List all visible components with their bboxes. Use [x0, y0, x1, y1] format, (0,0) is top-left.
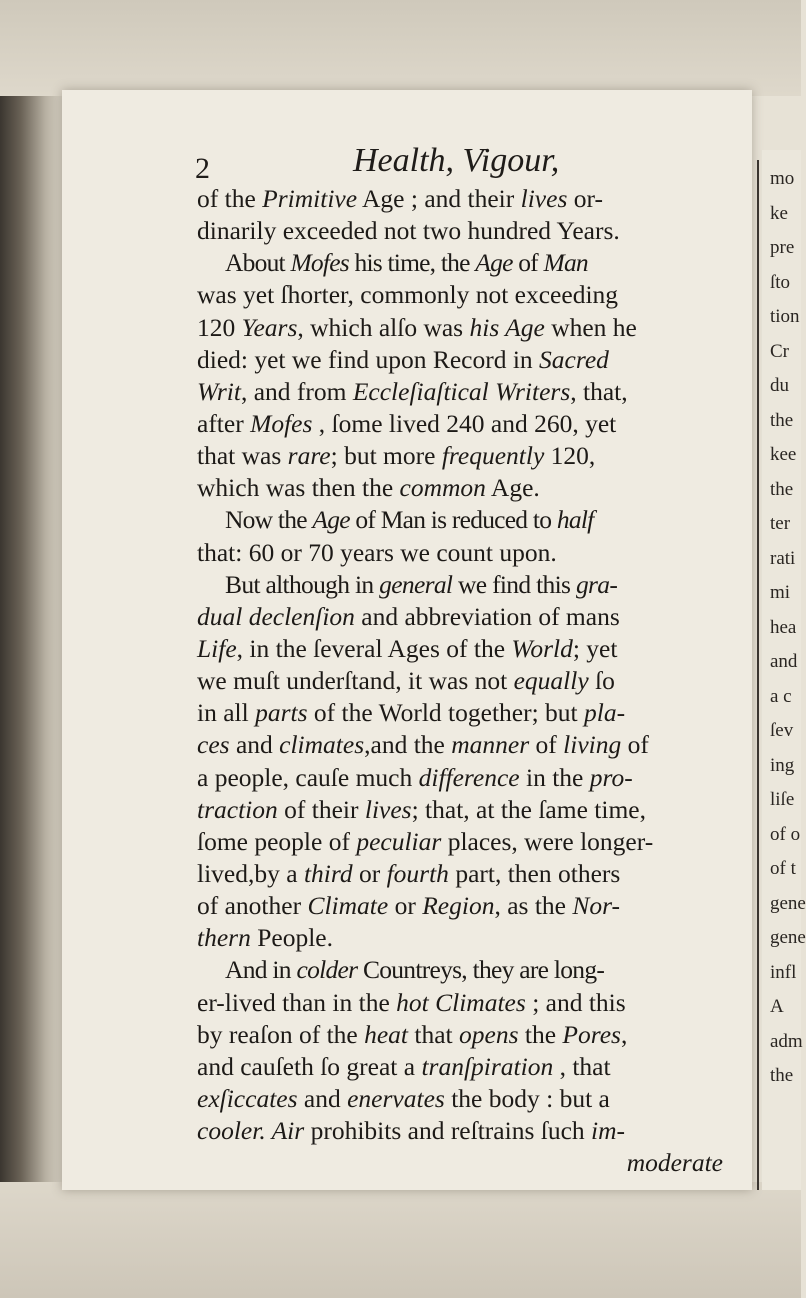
- page-number: 2: [195, 152, 210, 185]
- text-line: [197, 504, 735, 536]
- text-run: by reaſon of the: [197, 1019, 365, 1049]
- text-line: [197, 601, 735, 633]
- italic-run: tranſpiration: [421, 1051, 554, 1081]
- adjacent-page-fragment: ſto: [770, 271, 791, 293]
- text-run: a people, cauſe much: [197, 762, 419, 792]
- text-line: [197, 890, 735, 922]
- adjacent-page-fragment: tion: [770, 306, 800, 327]
- text-line: [197, 1115, 735, 1147]
- adjacent-page-fragment: and: [770, 651, 798, 672]
- text-line: [197, 729, 735, 761]
- adjacent-page-fragment: A: [770, 996, 784, 1017]
- text-run: People.: [250, 923, 333, 953]
- text-run: part, then others: [448, 858, 621, 888]
- text-line: [197, 1083, 735, 1115]
- text-run: ,: [620, 1019, 628, 1049]
- italic-run: Climate: [307, 891, 389, 921]
- italic-run: rare: [287, 441, 331, 471]
- text-line: [197, 922, 735, 954]
- adjacent-page-fragment: of o: [770, 823, 801, 845]
- text-run: after: [197, 408, 251, 438]
- catchword: moderate: [626, 1148, 723, 1178]
- italic-run: manner: [451, 730, 530, 760]
- text-run: of: [529, 730, 564, 760]
- italic-run: his Age: [469, 312, 545, 342]
- italic-run: Life: [197, 633, 237, 663]
- italic-run: opens: [459, 1019, 519, 1049]
- text-run: which was then the: [197, 473, 400, 503]
- text-run: prohibits and reſtrains ſuch: [304, 1116, 592, 1146]
- adjacent-page-fragment: mi: [770, 582, 791, 603]
- italic-run: Man: [543, 248, 588, 278]
- italic-run: traction: [197, 794, 278, 824]
- text-run: of another: [197, 891, 308, 921]
- body-text: [197, 183, 735, 1179]
- text-line: [197, 408, 735, 440]
- text-run: of Man is reduced to: [349, 505, 557, 535]
- text-run: , as the: [494, 891, 573, 921]
- text-line: [197, 344, 735, 376]
- text-line: [197, 697, 735, 729]
- text-line: [197, 1051, 735, 1083]
- italic-run: enervates: [347, 1083, 445, 1113]
- text-run: Countreys, they are long-: [357, 955, 605, 985]
- italic-run: hot Climates: [396, 987, 526, 1017]
- text-run: or: [388, 891, 423, 921]
- italic-run: half: [556, 505, 594, 535]
- italic-run: gra-: [575, 569, 618, 599]
- italic-run: climates: [279, 730, 365, 760]
- text-line: [197, 537, 735, 569]
- italic-run: Eccleſiaſtical Writers: [352, 376, 571, 406]
- text-line: [197, 762, 735, 794]
- text-run: in the: [519, 762, 590, 792]
- text-run: places, were longer-: [441, 826, 654, 856]
- text-line: [197, 440, 735, 472]
- adjacent-page-fragment: of t: [770, 858, 796, 879]
- text-run: Age ; and their: [357, 184, 521, 213]
- text-run: the: [518, 1019, 563, 1049]
- adjacent-page-fragment: the: [770, 478, 794, 500]
- italic-run: lives: [364, 794, 412, 824]
- adjacent-page-fragment: ke: [770, 202, 788, 224]
- italic-run: fourth: [386, 858, 449, 888]
- adjacent-page-edge: [762, 150, 806, 1190]
- italic-run: colder: [296, 955, 358, 985]
- text-run: 120,: [544, 441, 596, 471]
- italic-run: living: [563, 730, 622, 760]
- text-run: that: [408, 1019, 460, 1049]
- text-line: [197, 247, 735, 279]
- text-run: of: [621, 730, 649, 760]
- text-run: dinarily exceeded not two hundred Years.: [197, 216, 620, 246]
- italic-run: lives: [520, 184, 568, 213]
- text-line: [197, 954, 735, 986]
- adjacent-page-fragment: mo: [770, 168, 795, 189]
- text-line: [197, 279, 735, 311]
- text-line: [197, 665, 735, 697]
- text-run: , which alſo was: [297, 312, 470, 342]
- text-run: ; but more: [330, 441, 442, 471]
- italic-run: common: [399, 473, 486, 503]
- adjacent-page-fragment: adm: [770, 1030, 803, 1052]
- italic-run: exſiccates: [197, 1083, 298, 1113]
- text-run: Age.: [485, 473, 540, 503]
- text-run: of the World together; but: [307, 698, 585, 728]
- italic-run: Writ: [197, 376, 241, 406]
- text-line: [197, 376, 735, 408]
- adjacent-page-fragment: kee: [770, 444, 797, 465]
- italic-run: Sacred: [539, 344, 609, 374]
- adjacent-page-fragment: gene: [770, 892, 806, 914]
- italic-run: Years: [241, 312, 298, 342]
- text-run: we muſt underſtand, it was not: [197, 666, 514, 696]
- text-run: ; and this: [525, 987, 626, 1017]
- text-run: ; yet: [572, 633, 618, 663]
- text-run: that: 60 or 70 years we count upon.: [197, 537, 557, 567]
- text-run: and: [229, 730, 280, 760]
- italic-run: heat: [364, 1019, 409, 1049]
- text-run: 120: [197, 312, 242, 342]
- italic-run: thern: [197, 923, 251, 953]
- italic-run: Region: [422, 891, 495, 921]
- text-line: [197, 826, 735, 858]
- text-run: But although in: [225, 569, 380, 599]
- adjacent-page-fragment: Cr: [770, 340, 789, 362]
- text-run: was yet ſhorter, commonly not exceeding: [197, 280, 619, 310]
- text-line: [197, 472, 735, 504]
- adjacent-page-fragment: ter: [770, 513, 791, 534]
- italic-run: difference: [418, 762, 520, 792]
- text-run: ,and the: [364, 730, 452, 760]
- italic-run: peculiar: [356, 826, 442, 856]
- italic-run: dual declenſion: [197, 601, 355, 631]
- adjacent-page-fragment: hea: [770, 616, 797, 638]
- adjacent-page-fragment: ſev: [770, 720, 794, 741]
- text-line: [197, 183, 735, 215]
- adjacent-page-fragment: pre: [770, 237, 795, 258]
- text-run: we find this: [452, 569, 576, 599]
- text-run: and: [297, 1083, 348, 1113]
- adjacent-page-fragment: du: [770, 375, 789, 396]
- text-run: the body : but a: [444, 1083, 610, 1113]
- italic-run: Mofes: [290, 248, 349, 278]
- page-gutter: [757, 160, 759, 1190]
- adjacent-page-fragment: liſe: [770, 789, 795, 810]
- text-line: [197, 794, 735, 826]
- italic-run: Age: [475, 248, 513, 278]
- text-run: of the: [197, 184, 263, 213]
- adjacent-page-fragment: the: [770, 1065, 794, 1086]
- italic-run: equally: [513, 666, 589, 696]
- adjacent-page-fragment: infl: [770, 961, 797, 983]
- italic-run: Primitive: [262, 184, 358, 213]
- text-run: lived,by a: [197, 858, 304, 888]
- text-run: , and from: [240, 376, 353, 406]
- text-run: About: [225, 248, 291, 278]
- text-run: or: [352, 858, 387, 888]
- text-run: ſo: [588, 666, 615, 696]
- text-run: and abbreviation of mans: [354, 601, 620, 631]
- text-line: [197, 569, 735, 601]
- italic-run: Mofes: [250, 408, 313, 438]
- text-run: died: yet we find upon Record in: [197, 344, 540, 374]
- italic-run: Pores: [562, 1019, 621, 1049]
- italic-run: cooler. Air: [197, 1116, 305, 1146]
- adjacent-page-fragment: rati: [770, 547, 796, 569]
- text-run: when he: [544, 312, 637, 342]
- text-run: , that,: [570, 376, 628, 406]
- text-run: And in: [225, 955, 297, 985]
- italic-run: World: [511, 633, 573, 663]
- text-run: , ſome lived 240 and 260, yet: [312, 408, 617, 438]
- adjacent-page-fragment: the: [770, 409, 794, 431]
- italic-run: frequently: [441, 441, 545, 471]
- text-line: [197, 987, 735, 1019]
- italic-run: ces: [197, 730, 230, 760]
- scan-edge-bottom: [0, 1182, 801, 1298]
- text-run: Now the: [225, 505, 313, 535]
- text-run: ; that, at the ſame time,: [411, 794, 646, 824]
- italic-run: parts: [255, 698, 308, 728]
- text-run: , in the ſeveral Ages of the: [236, 633, 512, 663]
- text-line: [197, 858, 735, 890]
- italic-run: third: [303, 858, 353, 888]
- adjacent-page-fragment: ing: [770, 754, 795, 776]
- italic-run: Nor-: [572, 891, 621, 921]
- text-run: ſome people of: [197, 826, 357, 856]
- scan-edge-top: [0, 0, 801, 96]
- text-line: [197, 1019, 735, 1051]
- text-run: of their: [277, 794, 365, 824]
- text-run: his time, the: [348, 248, 476, 278]
- text-run: er-lived than in the: [197, 987, 397, 1017]
- running-title: Health, Vigour,: [353, 142, 560, 179]
- italic-run: Age: [312, 505, 350, 535]
- text-run: or-: [567, 184, 603, 213]
- text-run: that was: [197, 441, 288, 471]
- italic-run: pro-: [589, 762, 633, 792]
- text-run: , that: [553, 1051, 611, 1081]
- italic-run: pla-: [584, 698, 626, 728]
- text-run: in all: [197, 698, 256, 728]
- text-run: of: [512, 248, 544, 278]
- italic-run: general: [379, 569, 453, 599]
- adjacent-page-fragment: gene: [770, 927, 806, 948]
- binding-shadow: [0, 0, 70, 1298]
- text-run: and cauſeth ſo great a: [197, 1051, 422, 1081]
- adjacent-page-fragment: a c: [770, 685, 792, 707]
- italic-run: im-: [591, 1116, 626, 1146]
- text-line: [197, 312, 735, 344]
- text-line: [197, 215, 735, 247]
- text-line: [197, 633, 735, 665]
